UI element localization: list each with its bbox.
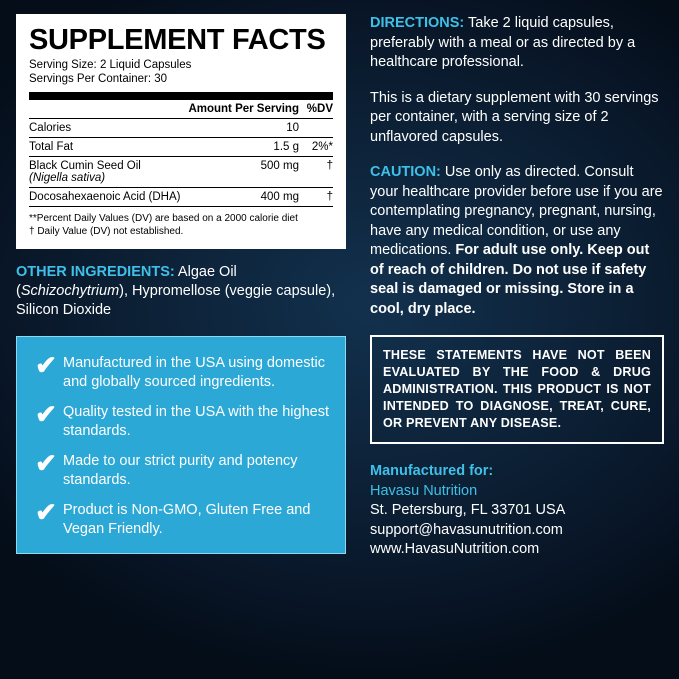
nutrient-amount: 400 mg — [185, 188, 299, 207]
right-column — [370, 14, 664, 560]
servings-per-container: Servings Per Container: 30 — [29, 72, 168, 85]
list-item — [29, 497, 333, 539]
directions-block — [370, 14, 664, 73]
nutrient-latin-name: (Nigella sativa) — [29, 172, 106, 184]
nutrient-amount: 10 — [185, 119, 299, 138]
list-item — [29, 399, 333, 441]
company-address: St. Petersburg, FL 33701 USA — [370, 502, 566, 518]
supplement-facts-table — [29, 100, 333, 207]
fda-statement: THESE STATEMENTS HAVE NOT BEEN EVALUATED BY THE FOOD & DRUG ADMINISTRATION. THIS PRODUCT IS NOT INTENDED TO DIAGNOSE, TREAT, CURE, OR PREVENT ANY DISEASE. — [370, 335, 664, 444]
check-icon: ✔ — [35, 350, 57, 380]
footnote-dv-not-established: † Daily Value (DV) not established. — [29, 226, 184, 237]
header-amount-per-serving: Amount Per Serving — [185, 100, 299, 119]
nutrient-name: Calories — [29, 119, 185, 138]
table-header-row — [29, 100, 333, 119]
nutrient-amount: 500 mg — [185, 157, 299, 188]
nutrient-dv: 2%* — [299, 138, 333, 157]
list-item-label: Quality tested in the USA with the highest standards. — [63, 404, 329, 439]
serving-size: Serving Size: 2 Liquid Capsules — [29, 59, 192, 71]
manufacturer-block — [370, 462, 664, 560]
list-item — [29, 350, 333, 392]
list-item — [29, 448, 333, 490]
nutrient-name-group — [29, 157, 185, 188]
list-item-label: Manufactured in the USA using domestic and globally sourced ingredients. — [63, 355, 325, 390]
footnote-percent-dv: **Percent Daily Values (DV) are based on a 2000 calorie diet — [29, 213, 298, 224]
supplement-facts-panel — [16, 14, 346, 249]
check-icon: ✔ — [35, 399, 57, 429]
nutrient-dv: † — [299, 157, 333, 188]
company-website[interactable]: www.HavasuNutrition.com — [370, 541, 540, 557]
table-row — [29, 119, 333, 138]
caution-bold-text: For adult use only. Keep out of reach of children. Do not use if safety seal is damaged or missing. Store in a cool, dry place. — [370, 242, 650, 317]
left-column — [16, 14, 346, 554]
nutrient-amount: 1.5 g — [185, 138, 299, 157]
other-ingredients-label: OTHER INGREDIENTS: — [16, 264, 175, 280]
nutrient-dv: † — [299, 188, 333, 207]
table-row — [29, 157, 333, 188]
nutrient-name: Docosahexaenoic Acid (DHA) — [29, 188, 185, 207]
check-icon: ✔ — [35, 448, 57, 478]
divider-thick — [29, 92, 333, 100]
company-email[interactable]: support@havasunutrition.com — [370, 521, 563, 538]
nutrient-name: Total Fat — [29, 138, 185, 157]
caution-block — [370, 163, 664, 319]
company-name: Havasu Nutrition — [370, 482, 478, 499]
directions-text: Take 2 liquid capsules, preferably with a meal or as directed by a healthcare professional. — [370, 15, 636, 70]
check-icon: ✔ — [35, 497, 57, 527]
list-item-label: Made to our strict purity and potency standards. — [63, 453, 298, 488]
manufactured-for-label: Manufactured for: — [370, 463, 494, 479]
dietary-note: This is a dietary supplement with 30 servings per container, with a serving size of 2 unflavored capsules. — [370, 89, 659, 145]
table-row — [29, 188, 333, 207]
other-ingredients-text-1: Algae Oil ( — [16, 264, 237, 299]
other-ingredients-text-2: ), Hypromellose (veggie capsule), Silicon Dioxide — [16, 283, 336, 318]
other-ingredients — [16, 263, 346, 320]
caution-text: Use only as directed. Consult your healthcare provider before use if you are contemplating pregnancy, pregnant, nursing, have any medical condition, or use any medications. — [370, 164, 663, 258]
header-blank — [29, 100, 185, 119]
supplement-facts-title: SUPPLEMENT FACTS — [29, 24, 326, 56]
caution-label: CAUTION: — [370, 164, 441, 180]
nutrient-dv — [299, 119, 333, 138]
directions-label: DIRECTIONS: — [370, 15, 465, 31]
other-ingredients-italic: Schizochytrium — [20, 283, 120, 299]
header-dv: %DV — [299, 100, 333, 119]
list-item-label: Product is Non-GMO, Gluten Free and Vegan Friendly. — [63, 502, 311, 537]
benefits-checklist-panel — [16, 336, 346, 554]
table-row — [29, 138, 333, 157]
nutrient-name: Black Cumin Seed Oil — [29, 160, 141, 172]
